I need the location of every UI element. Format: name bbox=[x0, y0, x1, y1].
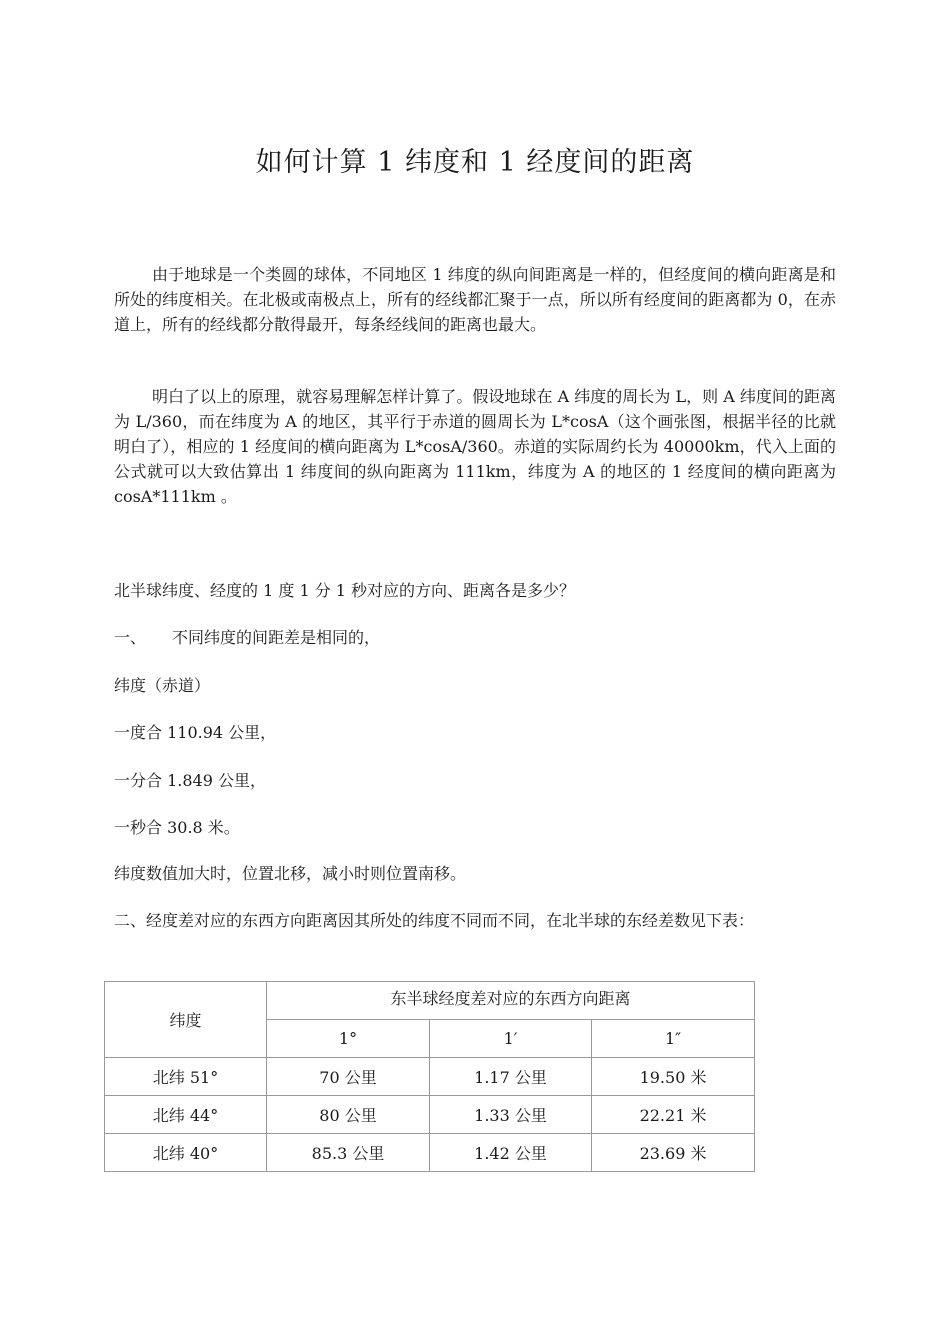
cell-degree: 70 公里 bbox=[267, 1058, 430, 1096]
cell-second: 22.21 米 bbox=[592, 1096, 755, 1134]
list-item-1 bbox=[114, 627, 380, 649]
explanation-paragraph: 明白了以上的原理，就容易理解怎样计算了。假设地球在 A 纬度的周长为 L，则 A 纬度间的距离为 L/360，而在纬度为 A 的地区，其平行于赤道的圆周长为 L*cosA（这个画张图，根据半径的比就明白了），相应的 1 经度间的横向距离为 L*cosA/360。赤道的实际周约长为 40000km，代入上面的公式就可以大致估算出 1 纬度间的纵向距离为 111km，纬度为 A 的地区的 1 经度间的横向距离为 cosA*111km 。 bbox=[114, 387, 836, 506]
header-unit-second: 1″ bbox=[592, 1020, 755, 1058]
header-unit-minute: 1′ bbox=[430, 1020, 592, 1058]
per-minute-line: 一分合 1.849 公里， bbox=[114, 771, 266, 790]
cell-second: 23.69 米 bbox=[592, 1134, 755, 1172]
list-item-1-number: 一、 bbox=[114, 628, 147, 647]
cell-latitude: 北纬 40° bbox=[105, 1134, 267, 1172]
list-item-1-text: 不同纬度的间距差是相同的， bbox=[172, 628, 381, 647]
per-second-line: 一秒合 30.8 米。 bbox=[114, 818, 240, 837]
longitude-distance-table bbox=[104, 981, 755, 1172]
intro-paragraph: 由于地球是一个类圆的球体，不同地区 1 纬度的纵向间距离是一样的，但经度间的横向距离是和所处的纬度相关。在北极或南极点上，所有的经线都汇聚于一点，所以所有经度间的距离都为 0，在赤道上，所有的经线都分散得最开，每条经线间的距离也最大。 bbox=[114, 265, 836, 334]
cell-degree: 80 公里 bbox=[267, 1096, 430, 1134]
page-title: 如何计算 1 纬度和 1 经度间的距离 bbox=[255, 147, 695, 178]
cell-minute: 1.33 公里 bbox=[430, 1096, 592, 1134]
latitude-label: 纬度（赤道） bbox=[114, 676, 211, 695]
header-group: 东半球经度差对应的东西方向距离 bbox=[267, 982, 755, 1020]
cell-minute: 1.42 公里 bbox=[430, 1134, 592, 1172]
cell-second: 19.50 米 bbox=[592, 1058, 755, 1096]
table-row bbox=[105, 1134, 755, 1172]
header-latitude: 纬度 bbox=[105, 982, 267, 1058]
cell-degree: 85.3 公里 bbox=[267, 1134, 430, 1172]
list-item-2: 二、经度差对应的东西方向距离因其所处的纬度不同而不同，在北半球的东经差数见下表： bbox=[114, 911, 755, 930]
cell-latitude: 北纬 44° bbox=[105, 1096, 267, 1134]
table-header-row bbox=[105, 982, 755, 1020]
table-row bbox=[105, 1096, 755, 1134]
table-row bbox=[105, 1058, 755, 1096]
direction-note: 纬度数值加大时，位置北移，减小时则位置南移。 bbox=[114, 864, 467, 883]
cell-minute: 1.17 公里 bbox=[430, 1058, 592, 1096]
cell-latitude: 北纬 51° bbox=[105, 1058, 267, 1096]
question-line: 北半球纬度、经度的 1 度 1 分 1 秒对应的方向、距离各是多少？ bbox=[114, 581, 576, 600]
per-degree-line: 一度合 110.94 公里， bbox=[114, 723, 277, 742]
header-unit-degree: 1° bbox=[267, 1020, 430, 1058]
